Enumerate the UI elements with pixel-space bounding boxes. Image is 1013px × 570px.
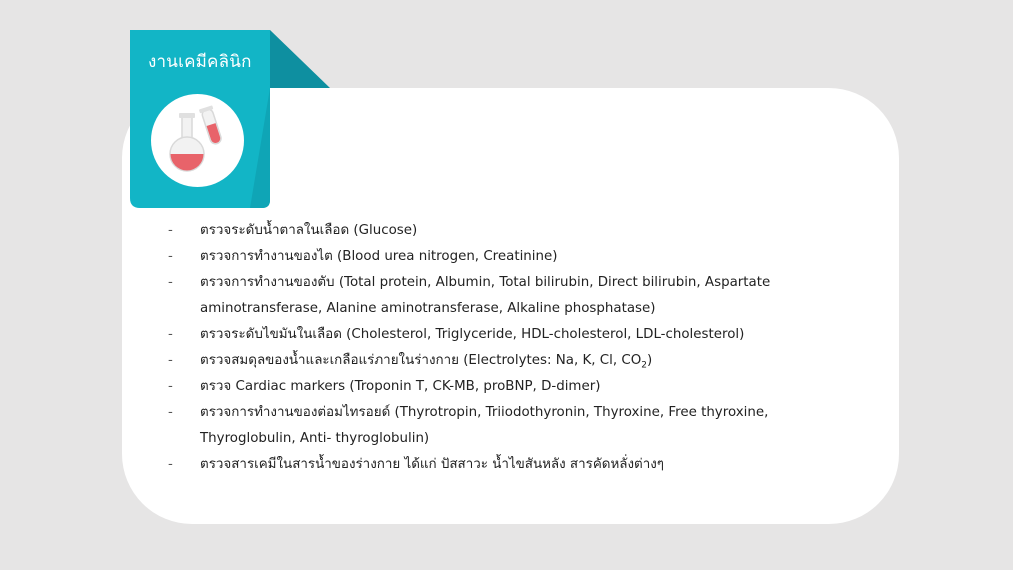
bullet-dash: - xyxy=(168,405,173,420)
bullet-dash: - xyxy=(168,379,173,394)
list-item: - ตรวจสารเคมีในสารน้ำของร่างกาย ได้แก่ ปัสสาวะ น้ำไขสันหลัง สารคัดหลั่งต่างๆ xyxy=(168,452,828,478)
bullet-dash: - xyxy=(168,275,173,290)
category-tag xyxy=(130,30,280,208)
icon-circle xyxy=(151,94,244,187)
bullet-dash: - xyxy=(168,353,173,368)
test-list xyxy=(168,218,828,478)
list-item: - ตรวจการทำงานของตับ (Total protein, Albumin, Total bilirubin, Direct bilirubin, Aspartate aminotransferase, Alanine aminotransferase, Alkaline phosphatase) xyxy=(168,270,828,322)
list-item: - ตรวจสมดุลของน้ำและเกลือแร่ภายในร่างกาย (Electrolytes: Na, K, Cl, $CO_2$) xyxy=(168,348,828,374)
bullet-dash: - xyxy=(168,249,173,264)
bullet-dash: - xyxy=(168,327,173,342)
list-item: - ตรวจระดับน้ำตาลในเลือด (Glucose) xyxy=(168,218,828,244)
tag-title: งานเคมีคลินิก xyxy=(148,52,252,72)
list-item: - ตรวจระดับไขมันในเลือด (Cholesterol, Triglyceride, HDL-cholesterol, LDL-cholesterol) xyxy=(168,322,828,348)
list-item: - ตรวจการทำงานของต่อมไทรอยด์ (Thyrotropin, Triiodothyronin, Thyroxine, Free thyroxine, Thyroglobulin, Anti- thyroglobulin) xyxy=(168,400,828,452)
bullet-dash: - xyxy=(168,223,173,238)
bullet-dash: - xyxy=(168,457,173,472)
list-item: - ตรวจการทำงานของไต (Blood urea nitrogen, Creatinine) xyxy=(168,244,828,270)
chemistry-flask-icon xyxy=(151,94,244,187)
list-item: - ตรวจ Cardiac markers (Troponin T, CK-MB, proBNP, D-dimer) xyxy=(168,374,828,400)
